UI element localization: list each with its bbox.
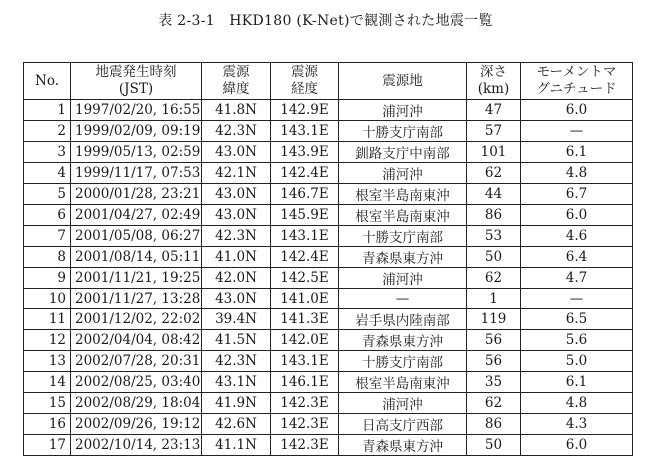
cell-moment-magnitude: 6.7 bbox=[521, 184, 633, 205]
cell-moment-magnitude: 6.0 bbox=[521, 435, 633, 456]
cell-latitude: 41.0N bbox=[202, 247, 271, 268]
cell-epicenter: 日高支庁西部 bbox=[339, 414, 467, 435]
cell-no: 15 bbox=[24, 393, 71, 414]
table-row bbox=[24, 372, 633, 393]
cell-no: 10 bbox=[24, 289, 71, 309]
cell-epicenter: 根室半島南東沖 bbox=[339, 372, 467, 393]
cell-no: 4 bbox=[24, 163, 71, 184]
cell-longitude: 143.1E bbox=[271, 351, 339, 372]
cell-depth: 62 bbox=[467, 393, 521, 414]
cell-epicenter: — bbox=[339, 289, 467, 309]
header-text: 震源 bbox=[291, 64, 318, 80]
cell-moment-magnitude: 4.8 bbox=[521, 393, 633, 414]
cell-depth: 62 bbox=[467, 268, 521, 289]
table-row bbox=[24, 121, 633, 142]
cell-origin-time: 2002/09/26, 19:12 bbox=[71, 414, 202, 435]
header-text: No. bbox=[35, 72, 59, 89]
cell-moment-magnitude: 5.0 bbox=[521, 351, 633, 372]
header-text: 経度 bbox=[291, 81, 318, 97]
cell-origin-time: 2002/10/14, 23:13 bbox=[71, 435, 202, 456]
cell-epicenter: 青森県東方沖 bbox=[339, 330, 467, 351]
table-row bbox=[24, 393, 633, 414]
cell-depth: 62 bbox=[467, 163, 521, 184]
cell-latitude: 42.3N bbox=[202, 226, 271, 247]
cell-depth: 101 bbox=[467, 142, 521, 163]
cell-no: 13 bbox=[24, 351, 71, 372]
table-row bbox=[24, 414, 633, 435]
cell-origin-time: 1999/02/09, 09:19 bbox=[71, 121, 202, 142]
cell-no: 9 bbox=[24, 268, 71, 289]
cell-latitude: 39.4N bbox=[202, 309, 271, 330]
cell-depth: 86 bbox=[467, 205, 521, 226]
cell-latitude: 41.1N bbox=[202, 435, 271, 456]
cell-epicenter: 青森県東方沖 bbox=[339, 435, 467, 456]
cell-no: 14 bbox=[24, 372, 71, 393]
table-row bbox=[24, 163, 633, 184]
table-row bbox=[24, 268, 633, 289]
table-body bbox=[24, 100, 633, 456]
table-row bbox=[24, 330, 633, 351]
cell-longitude: 142.3E bbox=[271, 414, 339, 435]
cell-longitude: 146.7E bbox=[271, 184, 339, 205]
cell-depth: 47 bbox=[467, 100, 521, 121]
cell-origin-time: 2002/08/29, 18:04 bbox=[71, 393, 202, 414]
cell-no: 3 bbox=[24, 142, 71, 163]
table-header bbox=[24, 63, 633, 100]
header-text: 震源 bbox=[222, 64, 250, 80]
cell-longitude: 142.3E bbox=[271, 393, 339, 414]
cell-origin-time: 1999/05/13, 02:59 bbox=[71, 142, 202, 163]
cell-epicenter: 根室半島南東沖 bbox=[339, 184, 467, 205]
cell-origin-time: 2002/04/04, 08:42 bbox=[71, 330, 202, 351]
cell-no: 6 bbox=[24, 205, 71, 226]
cell-moment-magnitude: — bbox=[521, 121, 633, 142]
cell-depth: 44 bbox=[467, 184, 521, 205]
cell-longitude: 143.1E bbox=[271, 121, 339, 142]
table-row bbox=[24, 142, 633, 163]
header-epicenter bbox=[339, 63, 467, 100]
cell-moment-magnitude: 6.1 bbox=[521, 142, 633, 163]
cell-latitude: 41.9N bbox=[202, 393, 271, 414]
cell-no: 2 bbox=[24, 121, 71, 142]
table-row bbox=[24, 351, 633, 372]
cell-longitude: 143.1E bbox=[271, 226, 339, 247]
cell-longitude: 142.3E bbox=[271, 435, 339, 456]
cell-latitude: 43.0N bbox=[202, 184, 271, 205]
cell-no: 16 bbox=[24, 414, 71, 435]
table-row bbox=[24, 247, 633, 268]
cell-latitude: 41.8N bbox=[202, 100, 271, 121]
cell-longitude: 141.3E bbox=[271, 309, 339, 330]
cell-no: 8 bbox=[24, 247, 71, 268]
cell-moment-magnitude: — bbox=[521, 289, 633, 309]
cell-epicenter: 十勝支庁南部 bbox=[339, 121, 467, 142]
header-moment-magnitude bbox=[521, 63, 633, 100]
table-row bbox=[24, 435, 633, 456]
cell-no: 7 bbox=[24, 226, 71, 247]
cell-moment-magnitude: 4.8 bbox=[521, 163, 633, 184]
cell-latitude: 42.3N bbox=[202, 351, 271, 372]
cell-longitude: 146.1E bbox=[271, 372, 339, 393]
cell-longitude: 142.4E bbox=[271, 247, 339, 268]
table-row bbox=[24, 205, 633, 226]
cell-latitude: 42.6N bbox=[202, 414, 271, 435]
cell-depth: 119 bbox=[467, 309, 521, 330]
cell-moment-magnitude: 4.3 bbox=[521, 414, 633, 435]
cell-origin-time: 1999/11/17, 07:53 bbox=[71, 163, 202, 184]
cell-epicenter: 釧路支庁中南部 bbox=[339, 142, 467, 163]
table-row bbox=[24, 184, 633, 205]
cell-epicenter: 根室半島南東沖 bbox=[339, 205, 467, 226]
cell-moment-magnitude: 6.0 bbox=[521, 205, 633, 226]
cell-longitude: 141.0E bbox=[271, 289, 339, 309]
header-text: 震源地 bbox=[382, 72, 423, 89]
cell-longitude: 142.5E bbox=[271, 268, 339, 289]
cell-latitude: 42.0N bbox=[202, 268, 271, 289]
cell-no: 17 bbox=[24, 435, 71, 456]
header-text: 深さ bbox=[480, 64, 507, 80]
cell-no: 1 bbox=[24, 100, 71, 121]
cell-epicenter: 浦河沖 bbox=[339, 163, 467, 184]
cell-depth: 56 bbox=[467, 351, 521, 372]
cell-depth: 50 bbox=[467, 435, 521, 456]
cell-depth: 53 bbox=[467, 226, 521, 247]
cell-origin-time: 2001/11/27, 13:28 bbox=[71, 289, 202, 309]
cell-epicenter: 青森県東方沖 bbox=[339, 247, 467, 268]
cell-no: 5 bbox=[24, 184, 71, 205]
header-text: グニチュード bbox=[536, 81, 617, 97]
cell-origin-time: 2001/05/08, 06:27 bbox=[71, 226, 202, 247]
cell-depth: 1 bbox=[467, 289, 521, 309]
cell-depth: 50 bbox=[467, 247, 521, 268]
cell-origin-time: 2001/04/27, 02:49 bbox=[71, 205, 202, 226]
cell-origin-time: 2002/07/28, 20:31 bbox=[71, 351, 202, 372]
cell-latitude: 41.5N bbox=[202, 330, 271, 351]
header-latitude bbox=[202, 63, 271, 100]
cell-longitude: 142.4E bbox=[271, 163, 339, 184]
header-longitude bbox=[271, 63, 339, 100]
cell-origin-time: 2000/01/28, 23:21 bbox=[71, 184, 202, 205]
table-row bbox=[24, 289, 633, 309]
header-origin-time bbox=[71, 63, 202, 100]
cell-longitude: 142.0E bbox=[271, 330, 339, 351]
earthquake-table bbox=[23, 62, 633, 456]
cell-depth: 35 bbox=[467, 372, 521, 393]
cell-moment-magnitude: 6.5 bbox=[521, 309, 633, 330]
cell-moment-magnitude: 6.4 bbox=[521, 247, 633, 268]
cell-latitude: 43.0N bbox=[202, 289, 271, 309]
cell-latitude: 43.1N bbox=[202, 372, 271, 393]
cell-moment-magnitude: 6.0 bbox=[521, 100, 633, 121]
cell-epicenter: 浦河沖 bbox=[339, 100, 467, 121]
table-caption: 表 2-3-1 HKD180 (K-Net)で観測された地震一覧 bbox=[158, 13, 493, 29]
cell-latitude: 43.0N bbox=[202, 142, 271, 163]
table-row bbox=[24, 226, 633, 247]
table-row bbox=[24, 100, 633, 121]
cell-epicenter: 浦河沖 bbox=[339, 268, 467, 289]
header-text: (km) bbox=[477, 81, 510, 97]
header-text: モーメントマ bbox=[536, 64, 617, 80]
header-text: (JST) bbox=[118, 81, 154, 97]
cell-moment-magnitude: 4.6 bbox=[521, 226, 633, 247]
cell-moment-magnitude: 5.6 bbox=[521, 330, 633, 351]
cell-epicenter: 十勝支庁南部 bbox=[339, 226, 467, 247]
cell-origin-time: 2001/08/14, 05:11 bbox=[71, 247, 202, 268]
cell-origin-time: 2001/11/21, 19:25 bbox=[71, 268, 202, 289]
cell-depth: 57 bbox=[467, 121, 521, 142]
cell-epicenter: 岩手県内陸南部 bbox=[339, 309, 467, 330]
cell-depth: 56 bbox=[467, 330, 521, 351]
cell-no: 12 bbox=[24, 330, 71, 351]
cell-epicenter: 浦河沖 bbox=[339, 393, 467, 414]
header-text: 地震発生時刻 bbox=[95, 64, 177, 80]
cell-origin-time: 1997/02/20, 16:55 bbox=[71, 100, 202, 121]
cell-longitude: 142.9E bbox=[271, 100, 339, 121]
header-no bbox=[24, 63, 71, 100]
table-row bbox=[24, 309, 633, 330]
cell-longitude: 143.9E bbox=[271, 142, 339, 163]
header-text: 緯度 bbox=[222, 81, 250, 97]
cell-origin-time: 2001/12/02, 22:02 bbox=[71, 309, 202, 330]
header-depth bbox=[467, 63, 521, 100]
cell-longitude: 145.9E bbox=[271, 205, 339, 226]
cell-latitude: 43.0N bbox=[202, 205, 271, 226]
cell-origin-time: 2002/08/25, 03:40 bbox=[71, 372, 202, 393]
cell-latitude: 42.1N bbox=[202, 163, 271, 184]
cell-no: 11 bbox=[24, 309, 71, 330]
header-row bbox=[24, 63, 633, 100]
cell-epicenter: 十勝支庁南部 bbox=[339, 351, 467, 372]
cell-depth: 86 bbox=[467, 414, 521, 435]
cell-moment-magnitude: 4.7 bbox=[521, 268, 633, 289]
cell-moment-magnitude: 6.1 bbox=[521, 372, 633, 393]
cell-latitude: 42.3N bbox=[202, 121, 271, 142]
